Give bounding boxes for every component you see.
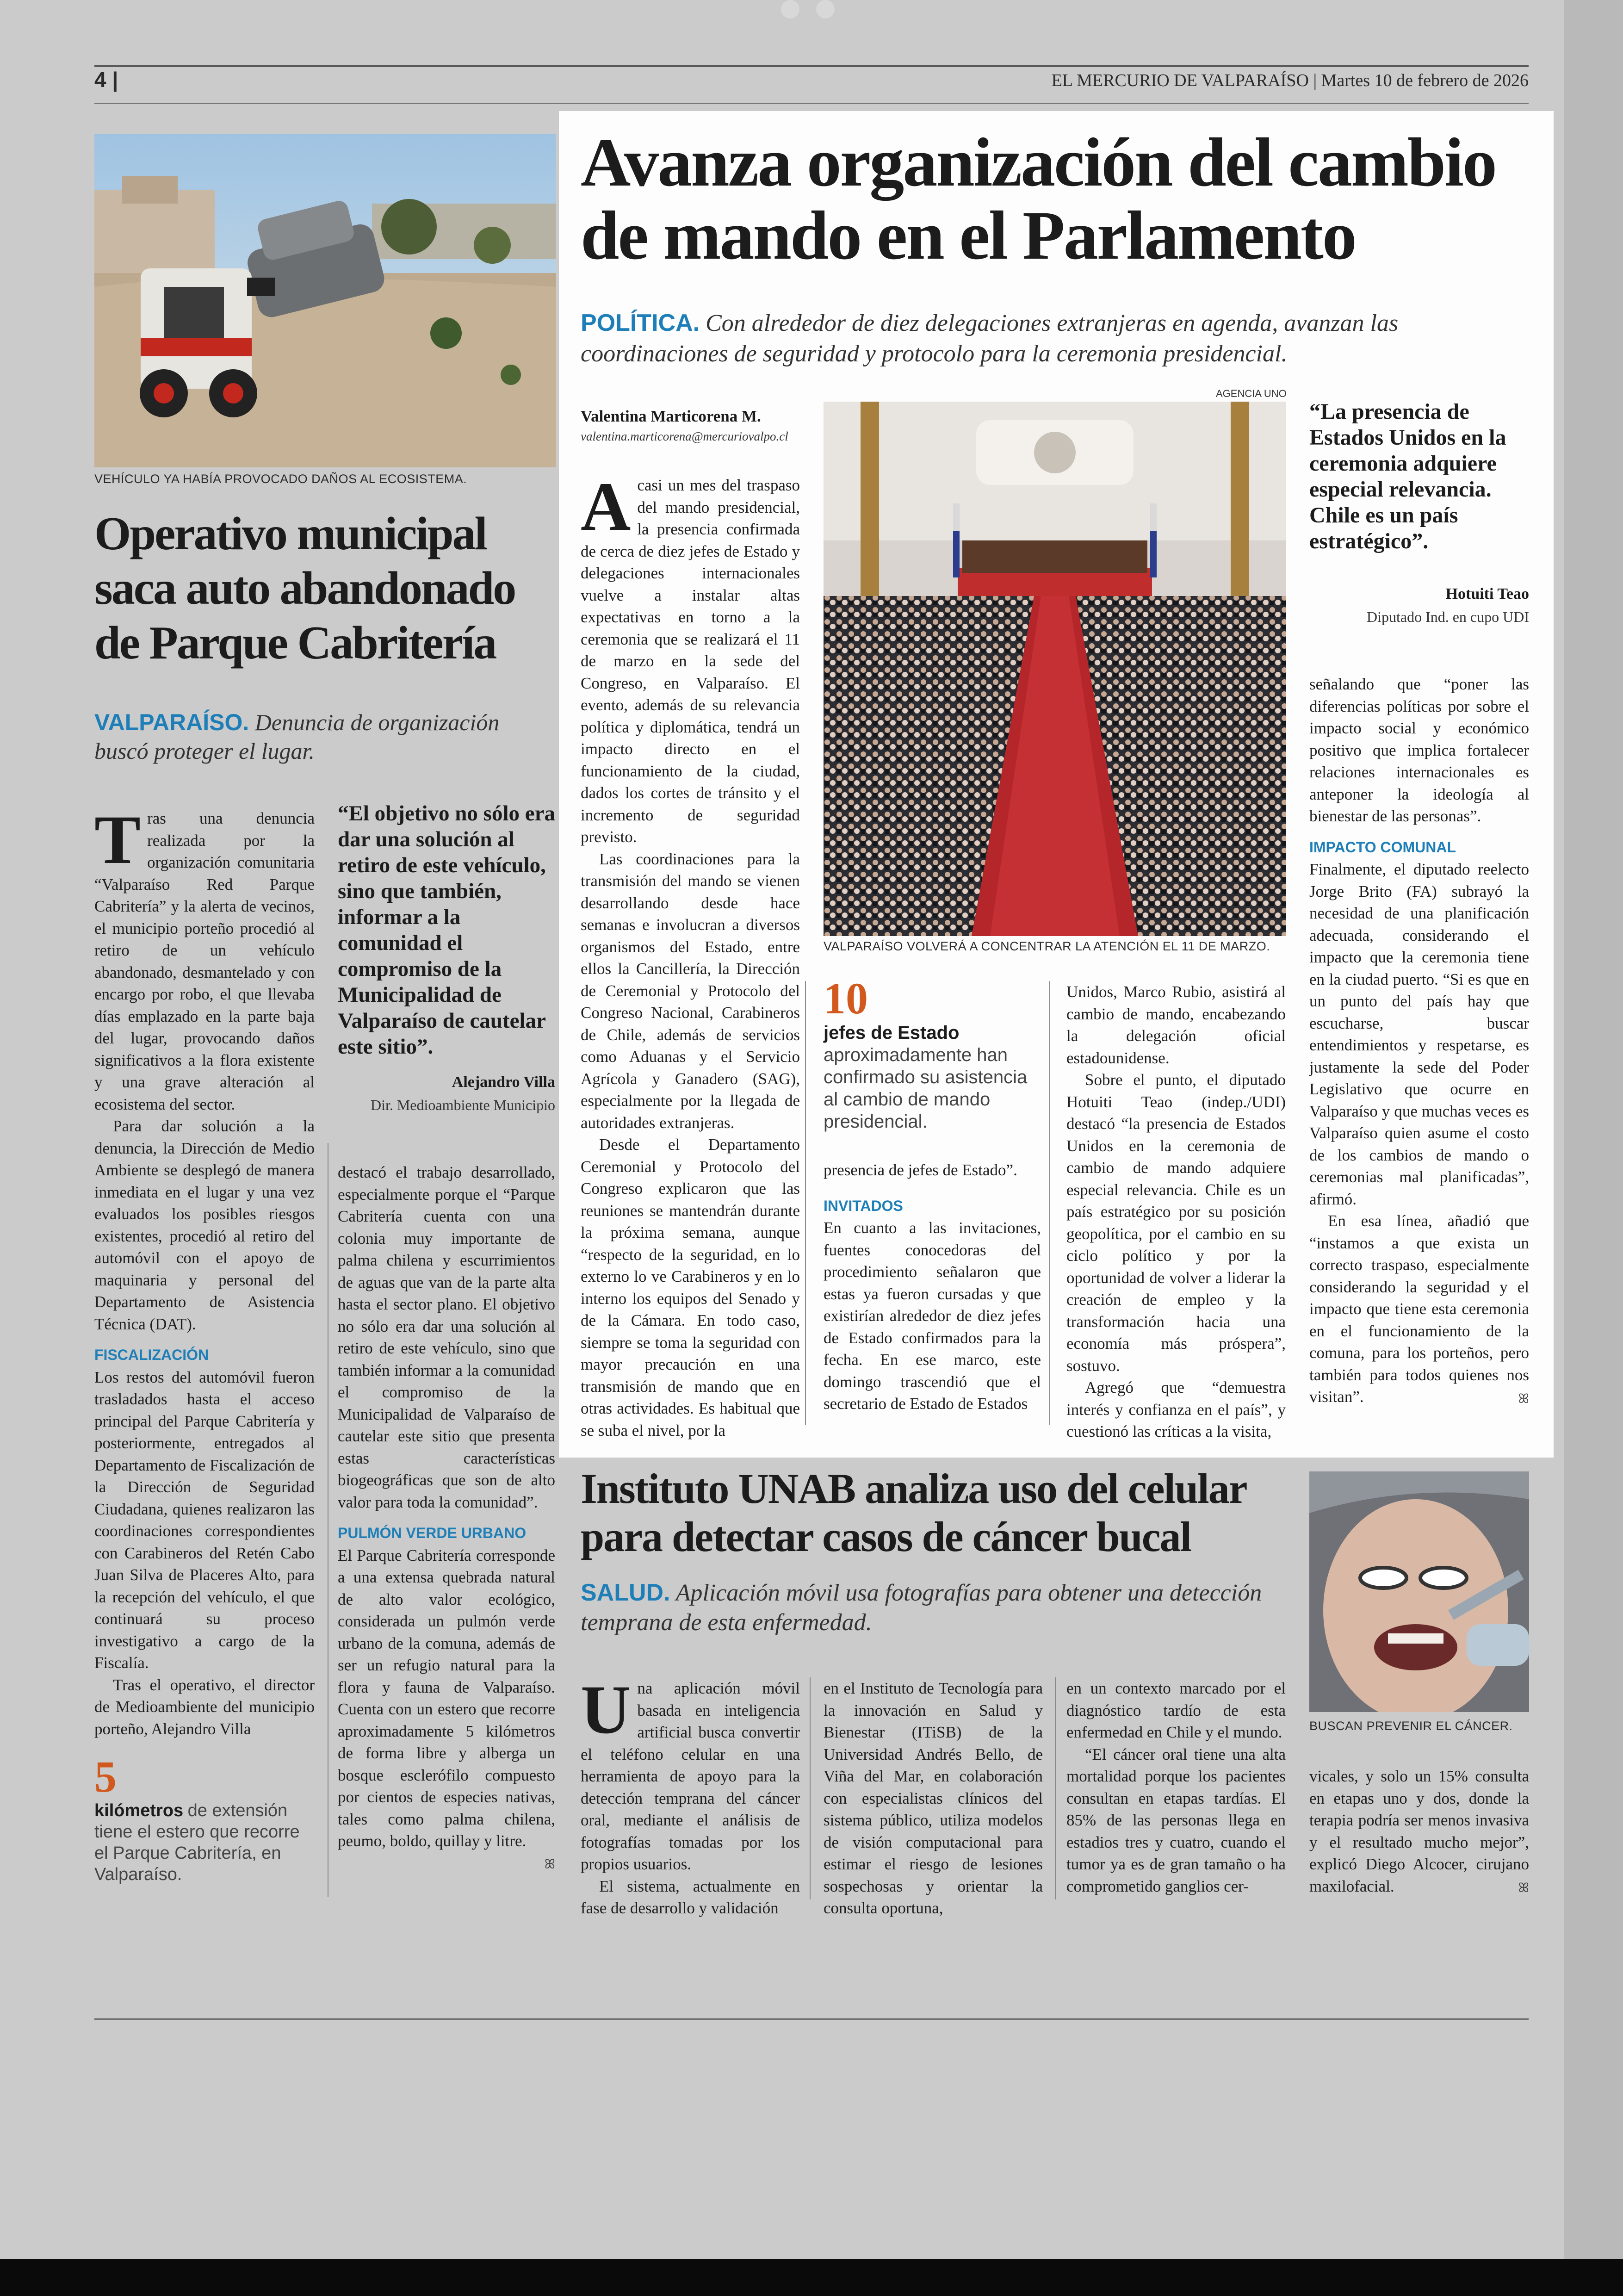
main-col3-p1: Unidos, Marco Rubio, asistirá al cambio de mando, encabezando la delegación oficial estadounidense. [1066,983,1286,1067]
left-col2-p2: El Parque Cabritería corresponde a una extensa quebrada natural de alto valor ecológico, considerada un pulmón verde urbano de la comuna, además de ser un refugio natural para la flora y fauna de Valparaíso. Cuenta con un estero que recorre aproximadamente 5 kilómetros de forma libre y alberga un bosque esclerófilo compuesto por cientos de especies nativas, tales como palma chilena, peumo, boldo, quillay y litre. [338,1546,555,1850]
bottom-photo-caption: BUSCAN PREVENIR EL CÁNCER. [1309,1719,1513,1733]
main-kicker: POLÍTICA. [581,310,700,336]
left-fact-box [94,1754,315,1885]
left-quote-name: Alejandro Villa [452,1074,555,1091]
left-col1-p1: ras una denuncia realizada por la organización comunitaria “Valparaíso Red Parque Cabritería” y la alerta de vecinos, el municipio porteño procedió al retiro de un vehículo abandonado, desmantelado y con encargo por robo, el que llevaba días emplazado en la parte baja del lugar, provocando daños significativos a la flora existente y una grave alteración al ecosistema del sector. [94,809,315,1113]
main-photo-caption: VALPARAÍSO VOLVERÁ A CONCENTRAR LA ATENCIÓN EL 11 DE MARZO. [824,939,1270,953]
bottom-col-divider-2 [1055,1677,1056,1899]
main-deck-text: Con alrededor de diez delegaciones extranjeras en agenda, avanzan las coordinaciones de seguridad y protocolo para la ceremonia presidencial. [581,310,1399,367]
left-column-1 [94,801,315,1740]
left-fact-number: 5 [94,1752,117,1801]
main-col-divider-1 [805,981,806,1425]
viewer-bottom-bar [0,2259,1623,2296]
main-dropcap: A [581,468,631,545]
main-column-1 [581,468,800,1441]
left-column-2 [338,1161,555,1875]
bottom-column-2 [824,1677,1043,1919]
bottom-headline: Instituto UNAB analiza uso del celular para detectar casos de cáncer bucal [581,1465,1246,1560]
main-column-2 [824,1159,1041,1415]
left-photo-caption: VEHÍCULO YA HABÍA PROVOCADO DAÑOS AL ECOSISTEMA. [94,472,467,486]
left-deck-text: Denuncia de organización buscó proteger el lugar. [94,709,500,764]
bottom-col1-p2: El sistema, actualmente en fase de desarrollo y validación [581,1877,800,1917]
main-fact-number: 10 [824,974,868,1023]
byline-email[interactable]: valentina.marticorena@mercuriovalpo.cl [581,429,788,443]
main-fact-text: aproximadamente han confirmado su asistencia al cambio de mando presidencial. [824,1045,1028,1132]
main-quote-name: Hotuiti Teao [1445,585,1529,602]
abandoned-car-photo [94,134,556,467]
main-end-mark: ꕤ [1518,1391,1529,1406]
left-col1-p3: Los restos del automóvil fueron trasladados hasta el acceso principal del Parque Cabritería y posteriormente, entregados al Departamento de Fiscalización de la Dirección de Seguridad Ciudadana, quienes realizaron las coordinaciones correspondientes con Carabineros del Retén Cabo Juan Silva de Placeres Alto, para la recepción del vehículo, el que continuará su proceso investigativo a cargo de la Fiscalía. [94,1368,315,1672]
bottom-column-3 [1066,1677,1286,1897]
left-dropcap: T [94,801,141,878]
main-col-divider-2 [1049,981,1050,1425]
left-end-mark: ꕤ [544,1856,555,1871]
main-deck [581,308,1543,369]
bottom-col-divider-1 [810,1677,811,1899]
photo-credit: AGENCIA UNO [1216,388,1287,399]
bottom-col4-p1: vicales, y solo un 15% consulta en etapas uno y dos, donde la terapia podría ser menos invasiva y el resultado mucho mejor”, explicó Diego Alcocer, cirujano maxilofacial. [1309,1767,1529,1895]
bottom-deck-text: Aplicación móvil usa fotografías para obtener una detección temprana de esta enfermedad. [581,1580,1262,1636]
bottom-col3-p2: “El cáncer oral tiene una alta mortalidad porque los pacientes consultan en etapas tardías. El 85% de las personas llega en estadios tres y cuatro, cuando el tumor ya es de gran tamaño o ha comprometido ganglios cer- [1066,1745,1286,1895]
main-col1-p2: Las coordinaciones para la transmisión del mando se vienen desarrollando desde hace semanas e involucran a diversos organismos del Estado, entre ellos la Cancillería, la Dirección de Ceremonial y Protocolo del Congreso Nacional, Carabineros de Chile, además de servicios como Aduanas y el Servicio Agrícola y Ganadero (SAG), especialmente por la llegada de autoridades extranjeras. [581,850,800,1132]
main-pull-quote: “La presencia de Estados Unidos en la ceremonia adquiere especial relevancia. Chile es un país estratégico”. [1309,399,1506,553]
main-headline: Avanza organización del cambio de mando en el Parlamento [581,124,1496,274]
newspaper-dateline: EL MERCURIO DE VALPARAÍSO | Martes 10 de febrero de 2026 [1051,71,1529,90]
left-deck [94,708,557,765]
bottom-col1-p1: na aplicación móvil basada en inteligencia artificial busca convertir el teléfono celular en una herramienta de apoyo para la detección temprana del cáncer oral, mediante el análisis de fotografías tomadas por los propios usuarios. [581,1679,800,1873]
footer-rule [94,2018,1529,2020]
main-column-3 [1066,981,1286,1443]
bottom-kicker: SALUD. [581,1579,670,1606]
bottom-dropcap: U [581,1671,631,1748]
bottom-column-4 [1309,1765,1529,1899]
left-col2-p1: destacó el trabajo desarrollado, especialmente porque el “Parque Cabritería cuenta con una colonia muy importante de palma chilena y escurrimientos de aguas que van de la parte alta hasta el sector plano. El objetivo no sólo era dar una solución al retiro de este vehículo, sino que también informar a la comunidad el compromiso de la Municipalidad de Valparaíso de cautelar este sitio que presenta estas características biogeográficas que son de alto valor para toda la comunidad”. [338,1163,555,1511]
section-invitados: INVITADOS [824,1197,903,1214]
main-col2-p1: presencia de jefes de Estado”. [824,1161,1017,1179]
left-kicker: VALPARAÍSO. [94,709,249,735]
left-quote-role: Dir. Medioambiente Municipio [370,1097,555,1113]
main-col4-p3: En esa línea, añadió que “instamos a que exista un correcto traspaso, especialmente considerando la seguridad y el impacto que tiene esta ceremonia en el funcionamiento de la comuna, para los porteños, pero también para todos quienes nos visitan”. [1309,1212,1529,1406]
page-indicator[interactable] [781,0,851,21]
left-col1-p2: Para dar solución a la denuncia, la Dirección de Medio Ambiente se desplegó de manera inmediata en el lugar y una vez evaluados los posibles riesgos existentes, procedió al retiro del automóvil con el apoyo de maquinaria y personal del Departamento de Asistencia Técnica (DAT). [94,1117,315,1333]
main-col4-p2: Finalmente, el diputado reelecto Jorge Brito (FA) subrayó la necesidad de una planificación adecuada, considerando el impacto que la ceremonia tiene en la ciudad puerto. “Si es que en un punto del país hay que escucharse, buscar entendimientos y respetarse, es justamente la sede del Poder Legislativo que ocurre en Valparaíso y que muchas veces es Valparaíso quien asume el costo de los cambios de mando o ceremonias mal planificadas”, afirmó. [1309,860,1529,1208]
congress-ceremony-photo [824,402,1286,936]
left-fact-bold: kilómetros [94,1801,184,1820]
main-column-4 [1309,673,1529,1409]
main-col1-p3: Desde el Departamento Ceremonial y Protocolo del Congreso explicaron que las reuniones se mantendrán durante la próxima semana, aunque “respecto de la seguridad, en lo externo lo ve Carabineros y en lo interno los equipos del Senado y de la Cámara. En todo caso, siempre se toma la seguridad con mayor precaución en una transmisión de mando que en otras actividades. Es habitual que se suba el nivel, por la [581,1136,800,1440]
header-underline [94,103,1529,104]
left-headline: Operativo municipal saca auto abandonado de Parque Cabritería [94,508,515,669]
main-col1-p1: casi un mes del traspaso del mando presidencial, la presencia confirmada de cerca de diez jefes de Estado y delegaciones internacionales vuelve a instalar altas expectativas en torno a la ceremonia que se realizará el 11 de marzo en la sede del Congreso, en Valparaíso. El evento, además de su relevancia política y diplomática, tendrá un impacto directo en el funcionamiento de la ciudad, dados los cortes de tránsito y el incremento de seguridad previsto. [581,476,800,846]
main-quote-role: Diputado Ind. en cupo UDI [1366,608,1529,625]
section-impacto-comunal: IMPACTO COMUNAL [1309,838,1456,856]
dental-exam-photo [1309,1471,1529,1712]
bottom-end-mark: ꕤ [1518,1880,1529,1895]
bottom-col2-p1: en el Instituto de Tecnología para la innovación en Salud y Bienestar (ITiSB) de la Universidad Andrés Bello, de Viña del Mar, en colaboración con especialistas clínicos del sistema público, utiliza modelos de visión computacional para estimar el riesgo de lesiones sospechosas y orientar la consulta oportuna, [824,1679,1043,1917]
section-fiscalizacion: FISCALIZACIÓN [94,1347,209,1363]
bottom-deck [581,1578,1298,1638]
main-col3-p2: Sobre el punto, el diputado Hotuiti Teao (indep./UDI) destacó “la presencia de Estados Unidos en la ceremonia de cambio de mando adquiere especial relevancia. Chile es un país estratégico por su posición geopolítica, por el cambio en su ciclo político y por la oportunidad de volver a liderar la creación de empleo y la transformación hacia una economía más próspera”, sostuvo. [1066,1071,1286,1375]
page-number: 4 | [94,68,118,92]
header-rule [94,65,1529,67]
byline-author: Valentina Marticorena M. [581,407,761,425]
main-col2-p2: En cuanto a las invitaciones, fuentes conocedoras del procedimiento señalaron que estas ya fueron cursadas y que existirían alrededor de diez jefes de Estado confirmados para la fecha. En ese marco, este domingo trascendió que el secretario de Estado de Estados [824,1219,1041,1413]
main-fact-bold: jefes de Estado [824,1023,960,1043]
bottom-col3-p1: en un contexto marcado por el diagnóstico tardío de esta enfermedad en Chile y el mundo. [1066,1679,1286,1741]
bottom-column-1 [581,1671,800,1919]
section-pulmon-verde: PULMÓN VERDE URBANO [338,1525,527,1541]
left-col1-p4: Tras el operativo, el director de Medioambiente del municipio porteño, Alejandro Villa [94,1675,315,1738]
main-col3-p3: Agregó que “demuestra interés y confianza en el país”, y cuestionó las críticas a la visita, [1066,1378,1286,1440]
main-fact-box [824,975,1041,1133]
main-col4-p1: señalando que “poner las diferencias políticas por sobre el impacto social y económico positivo que implica fortalecer relaciones internacionales es anteponer la ideología al bienestar de las personas”. [1309,675,1529,825]
left-pull-quote: “El objetivo no sólo era dar una solución al retiro de este vehículo, sino que también, informar a la comunidad el compromiso de la Municipalidad de Valparaíso de cautelar este sitio”. [338,801,555,1059]
left-fact-text: de extensión tiene el estero que recorre el Parque Cabritería, en Valparaíso. [94,1801,300,1884]
page-shadow [1564,0,1623,2259]
